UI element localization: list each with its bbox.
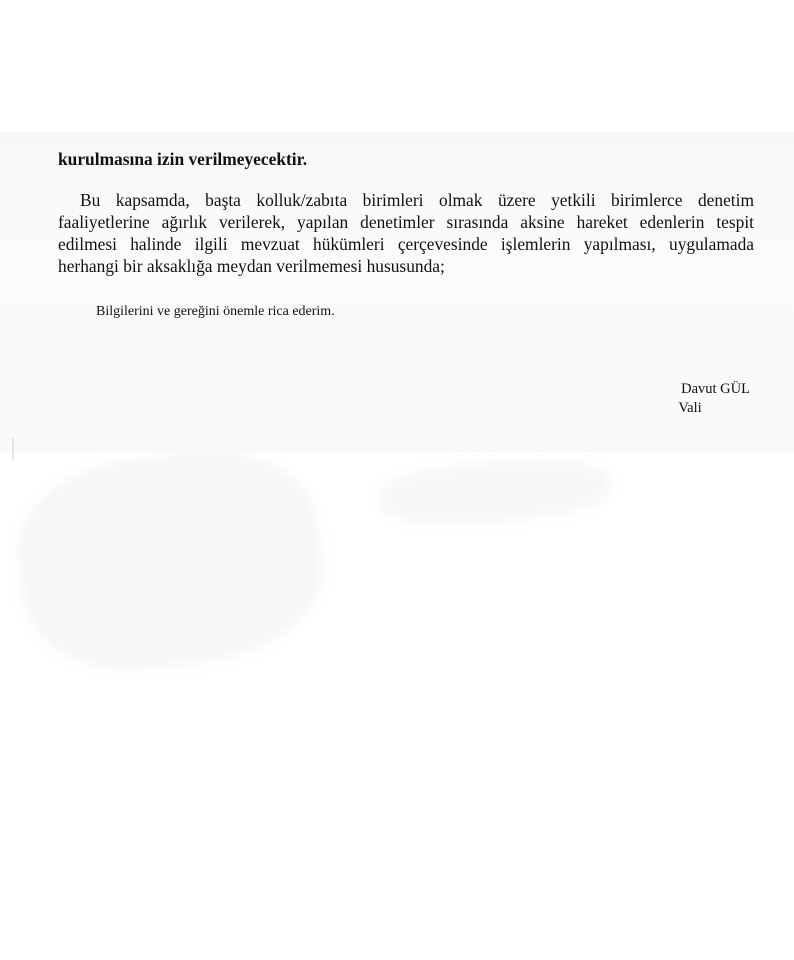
paragraph-line: herhangi bir aksaklığa meydan verilmemesi hususunda;: [58, 256, 445, 276]
paragraph-line: Bu kapsamda, başta kolluk/zabıta birimleri olmak üzere yetkili birimlerce denetim: [80, 190, 754, 210]
body-paragraph: [58, 189, 754, 277]
closing-sentence: Bilgilerini ve gereğini önemle rica ederim.: [96, 304, 335, 319]
signatory-title: Vali: [678, 400, 702, 416]
signatory-name: Davut GÜL: [681, 381, 750, 397]
signature-block: [630, 380, 750, 418]
paragraph-line: faaliyetlerine ağırlık verilerek, yapılan denetimler sırasında aksine hareket edenlerin tespit: [58, 212, 754, 232]
paragraph-line: edilmesi halinde ilgili mevzuat hükümleri çerçevesinde işlemlerin yapılması, uygulamada: [58, 234, 754, 254]
opening-line: kurulmasına izin verilmeyecektir.: [58, 149, 308, 169]
